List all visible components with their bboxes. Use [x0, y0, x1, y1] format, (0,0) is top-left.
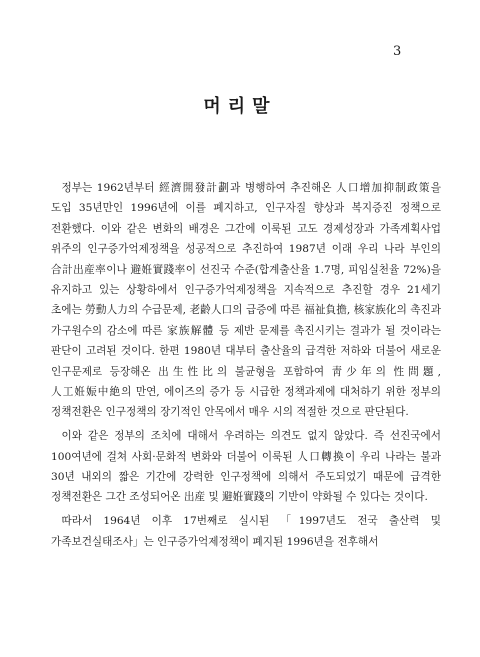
paragraph-3: 따라서 1964년 이후 17번째로 실시된 「1997년도 전국 출산력 및 가족보건실태조사」는 인구증가억제정책이 폐지된 1996년을 전후해서 — [51, 515, 441, 548]
paragraph-2: 이와 같은 정부의 조치에 대해서 우려하는 의견도 없지 않았다. 즉 선진국에서 100여년에 걸쳐 사회·문화적 변화와 더불어 이룩된 人口轉換이 우리 나라는 불과 30년 내외의 짧은 기간에 강력한 인구정책에 의해서 주도되었기 때문에 급격한 정책전환은 그간 조성되어온 出産 및 避姙實踐의 기반이 약화될 수 있다는 것이다. — [51, 430, 441, 504]
body-text — [51, 178, 441, 555]
page-number: 3 — [393, 44, 402, 59]
paragraph-1: 정부는 1962년부터 經濟開發計劃과 병행하여 추진해온 人口增加抑制政策을 도입 35년만인 1996년에 이를 폐지하고, 인구자질 향상과 복지증진 정책으로 전환했다. 이와 같은 변화의 배경은 그간에 이룩된 고도 경제성장과 가족계획사업 위주의 인구증가억제정책을 성공적으로 추진하여 1987년 이래 우리 나라 부인의 合計出産率이나 避姙實踐率이 선진국 수준(합계출산율 1.7명, 피임실천율 72%)을 유지하고 있는 상황하에서 인구증가억제정책을 지속적으로 추진할 경우 21세기 초에는 勞動人力의 수급문제, 老齡人口의 급증에 따른 福祉負擔, 核家族化의 촉진과 가구원수의 감소에 따른 家族解體 등 제반 문제를 촉진시키는 결과가 될 것이라는 판단이 고려된 것이다. 한편 1980년 대부터 출산율의 급격한 저하와 더불어 새로운 인구문제로 등장해온 出生性比의 불균형을 포함하여 靑少年의 性問題, 人工姙娠中絶의 만연, 에이즈의 증가 등 시급한 정책과제에 대처하기 위한 정부의 정책전환은 인구정책의 장기적인 안목에서 매우 시의 적절한 것으로 판단된다. — [51, 182, 441, 419]
page-title: 머리말 — [203, 96, 277, 117]
